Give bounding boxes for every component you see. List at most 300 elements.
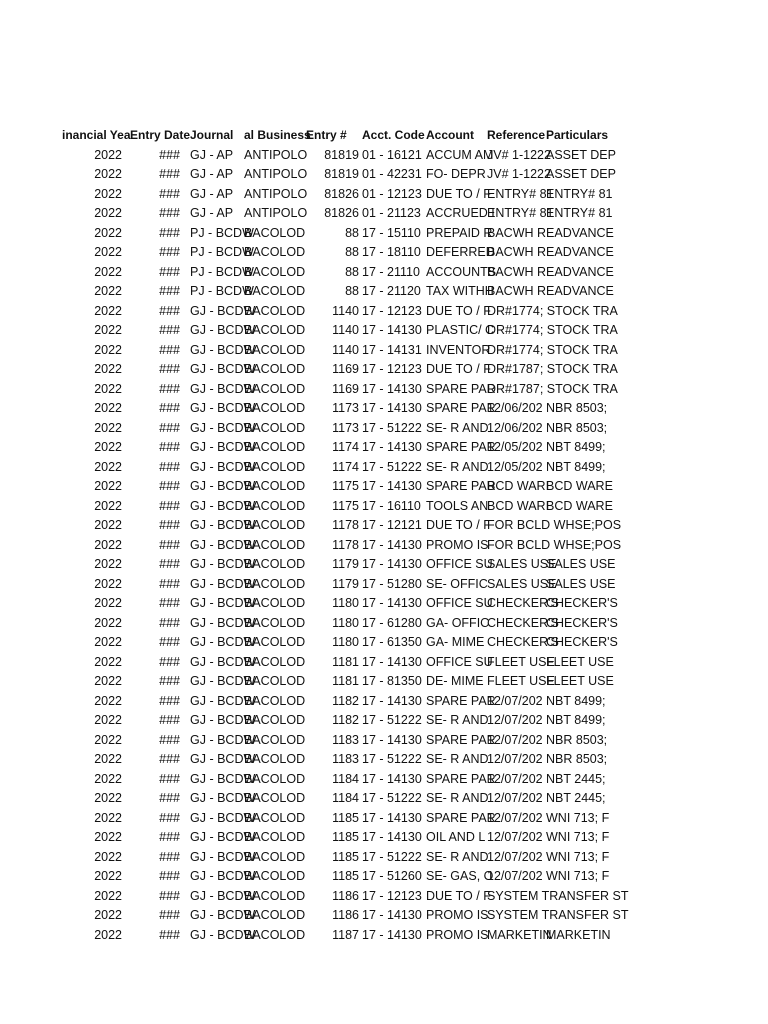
financial-year-cell[interactable]: 2022 bbox=[94, 713, 122, 727]
acct-code-cell[interactable]: 17 - 21120 bbox=[362, 284, 421, 298]
business-unit-cell[interactable]: BACOLOD bbox=[244, 264, 306, 279]
journal-cell[interactable]: GJ - BCDW bbox=[190, 713, 256, 727]
entry-number-cell[interactable]: 1169 bbox=[332, 381, 359, 396]
particulars-cell[interactable]: FLEET USE bbox=[546, 654, 614, 669]
account-cell[interactable]: PROMO IS bbox=[426, 537, 489, 552]
entry-date-cell[interactable]: ### bbox=[159, 362, 180, 376]
financial-year-cell[interactable]: 2022 bbox=[94, 576, 122, 591]
journal-cell[interactable]: GJ - BCDW bbox=[190, 615, 256, 630]
account-cell[interactable]: PROMO IS bbox=[426, 908, 489, 922]
acct-code-cell[interactable]: 17 - 14130 bbox=[362, 596, 422, 610]
financial-year-cell[interactable]: 2022 bbox=[94, 693, 122, 708]
entry-date-cell[interactable]: ### bbox=[159, 888, 180, 903]
financial-year-cell[interactable]: 2022 bbox=[94, 810, 122, 825]
entry-date-cell[interactable]: ### bbox=[159, 927, 180, 942]
business-unit-cell[interactable]: BACOLOD bbox=[244, 303, 306, 318]
reference-cell[interactable]: 12/07/202 bbox=[487, 791, 543, 805]
particulars-cell[interactable] bbox=[546, 380, 606, 400]
entry-number-cell[interactable]: 1185 bbox=[332, 869, 359, 883]
journal-cell[interactable]: GJ - BCDW bbox=[190, 888, 256, 903]
entry-number-cell[interactable]: 1178 bbox=[332, 518, 359, 532]
header-acct-code[interactable]: Acct. Code bbox=[362, 128, 425, 142]
journal-cell[interactable]: GJ - BCDW bbox=[190, 440, 256, 454]
reference-cell[interactable]: BCD WARI bbox=[487, 479, 550, 493]
journal-cell[interactable]: GJ - BCDW bbox=[190, 830, 256, 844]
business-unit-cell[interactable]: BACOLOD bbox=[244, 830, 306, 844]
business-unit-cell[interactable]: BACOLOD bbox=[244, 245, 306, 259]
reference-cell[interactable]: 12/06/202 bbox=[487, 420, 543, 435]
journal-cell[interactable]: PJ - BCDW bbox=[190, 225, 254, 240]
reference-cell[interactable]: 12/06/202 bbox=[487, 401, 543, 415]
account-cell[interactable]: DUE TO / F bbox=[426, 888, 491, 903]
financial-year-cell[interactable]: 2022 bbox=[94, 342, 122, 357]
acct-code-cell[interactable]: 17 - 81350 bbox=[362, 674, 422, 688]
account-cell[interactable]: FO- DEPR bbox=[426, 167, 486, 181]
particulars-cell[interactable] bbox=[546, 906, 606, 926]
account-cell[interactable]: SE- OFFIC bbox=[426, 576, 488, 591]
account-cell[interactable]: ACCOUNTS bbox=[426, 264, 497, 279]
reference-cell[interactable]: BACWH READVANCE bbox=[487, 284, 614, 298]
header-financial-year[interactable]: inancial Yea bbox=[62, 128, 131, 142]
account-cell[interactable]: SPARE PAR bbox=[426, 381, 496, 396]
reference-cell[interactable]: BACWH READVANCE bbox=[487, 264, 614, 279]
entry-number-cell[interactable]: 1174 bbox=[332, 440, 359, 454]
account-cell[interactable]: DUE TO / F bbox=[426, 303, 491, 318]
entry-number-cell[interactable]: 1185 bbox=[332, 830, 359, 844]
entry-date-cell[interactable]: ### bbox=[159, 869, 180, 883]
journal-cell[interactable]: PJ - BCDW bbox=[190, 245, 254, 259]
financial-year-cell[interactable]: 2022 bbox=[94, 596, 122, 610]
journal-cell[interactable]: GJ - BCDW bbox=[190, 381, 256, 396]
journal-cell[interactable]: GJ - BCDW bbox=[190, 420, 256, 435]
entry-number-cell[interactable]: 1181 bbox=[332, 674, 359, 688]
entry-date-cell[interactable]: ### bbox=[159, 791, 180, 805]
reference-cell[interactable]: JV# 1-1222 bbox=[487, 147, 551, 162]
entry-date-cell[interactable]: ### bbox=[159, 420, 180, 435]
entry-number-cell[interactable]: 1185 bbox=[332, 849, 359, 864]
entry-number-cell[interactable]: 1181 bbox=[332, 654, 359, 669]
particulars-cell[interactable]: NBR 8503; bbox=[546, 420, 608, 435]
financial-year-cell[interactable]: 2022 bbox=[94, 206, 122, 220]
reference-cell[interactable]: CHECKER'S bbox=[487, 596, 559, 610]
acct-code-cell[interactable]: 17 - 14130 bbox=[362, 830, 422, 844]
entry-date-cell[interactable]: ### bbox=[159, 576, 180, 591]
particulars-cell[interactable]: ASSET DEP bbox=[546, 147, 616, 162]
entry-number-cell[interactable]: 1140 bbox=[332, 303, 359, 318]
entry-date-cell[interactable]: ### bbox=[159, 537, 180, 552]
entry-number-cell[interactable]: 81819 bbox=[324, 147, 359, 162]
acct-code-cell[interactable]: 17 - 14130 bbox=[362, 654, 422, 669]
account-cell[interactable]: SE- R AND bbox=[426, 849, 489, 864]
entry-date-cell[interactable]: ### bbox=[159, 147, 180, 162]
particulars-cell[interactable]: SALES USE bbox=[546, 576, 616, 591]
entry-date-cell[interactable]: ### bbox=[159, 693, 180, 708]
reference-cell[interactable]: CHECKER'S bbox=[487, 615, 559, 630]
journal-cell[interactable]: GJ - AP bbox=[190, 186, 234, 201]
journal-cell[interactable]: GJ - BCDW bbox=[190, 537, 256, 552]
reference-cell[interactable]: 12/07/202 bbox=[487, 693, 543, 708]
particulars-cell[interactable]: WNI 713; F bbox=[546, 849, 610, 864]
business-unit-cell[interactable]: BACOLOD bbox=[244, 362, 306, 376]
account-cell[interactable]: ACCRUED I bbox=[426, 206, 495, 220]
entry-number-cell[interactable]: 1180 bbox=[332, 596, 359, 610]
financial-year-cell[interactable]: 2022 bbox=[94, 635, 122, 649]
reference-cell[interactable]: 12/07/202 bbox=[487, 732, 543, 747]
particulars-cell[interactable]: NBT 8499; bbox=[546, 693, 606, 708]
business-unit-cell[interactable]: BACOLOD bbox=[244, 225, 306, 240]
business-unit-cell[interactable]: BACOLOD bbox=[244, 557, 306, 571]
financial-year-cell[interactable]: 2022 bbox=[94, 401, 122, 415]
account-cell[interactable]: SPARE PAR bbox=[426, 810, 496, 825]
account-cell[interactable]: PREPAID R bbox=[426, 225, 493, 240]
entry-date-cell[interactable]: ### bbox=[159, 654, 180, 669]
account-cell[interactable]: SPARE PAR bbox=[426, 440, 496, 454]
journal-cell[interactable]: GJ - BCDW bbox=[190, 927, 256, 942]
financial-year-cell[interactable]: 2022 bbox=[94, 264, 122, 279]
acct-code-cell[interactable]: 17 - 14130 bbox=[362, 479, 422, 493]
journal-cell[interactable]: GJ - BCDW bbox=[190, 654, 256, 669]
entry-date-cell[interactable]: ### bbox=[159, 596, 180, 610]
journal-cell[interactable]: GJ - AP bbox=[190, 206, 234, 220]
entry-number-cell[interactable]: 88 bbox=[345, 245, 359, 259]
journal-cell[interactable]: GJ - BCDW bbox=[190, 498, 256, 513]
entry-date-cell[interactable]: ### bbox=[159, 908, 180, 922]
header-entry-date[interactable]: Entry Date bbox=[130, 128, 191, 142]
entry-number-cell[interactable]: 1180 bbox=[332, 635, 359, 649]
financial-year-cell[interactable]: 2022 bbox=[94, 869, 122, 883]
financial-year-cell[interactable]: 2022 bbox=[94, 927, 122, 942]
entry-date-cell[interactable]: ### bbox=[159, 401, 180, 415]
reference-cell[interactable]: SALES USE bbox=[487, 557, 557, 571]
entry-number-cell[interactable]: 1169 bbox=[332, 362, 359, 376]
financial-year-cell[interactable]: 2022 bbox=[94, 557, 122, 571]
particulars-cell[interactable]: NBR 8503; bbox=[546, 732, 608, 747]
entry-number-cell[interactable]: 1175 bbox=[332, 498, 359, 513]
reference-cell[interactable]: 12/07/202 bbox=[487, 713, 543, 727]
reference-cell[interactable]: BACWH READVANCE bbox=[487, 225, 614, 240]
particulars-cell[interactable]: NBT 8499; bbox=[546, 440, 606, 454]
business-unit-cell[interactable]: BACOLOD bbox=[244, 791, 306, 805]
particulars-cell[interactable]: NBT 2445; bbox=[546, 771, 606, 786]
business-unit-cell[interactable]: BACOLOD bbox=[244, 888, 306, 903]
financial-year-cell[interactable]: 2022 bbox=[94, 849, 122, 864]
business-unit-cell[interactable]: BACOLOD bbox=[244, 440, 306, 454]
entry-number-cell[interactable]: 1184 bbox=[332, 791, 359, 805]
account-cell[interactable]: OFFICE SU bbox=[426, 557, 493, 571]
journal-cell[interactable]: GJ - BCDW bbox=[190, 576, 256, 591]
journal-cell[interactable]: GJ - BCDW bbox=[190, 479, 256, 493]
entry-number-cell[interactable]: 81826 bbox=[324, 206, 359, 220]
business-unit-cell[interactable]: BACOLOD bbox=[244, 810, 306, 825]
account-cell[interactable]: PLASTIC/ C bbox=[426, 323, 495, 337]
journal-cell[interactable]: GJ - BCDW bbox=[190, 518, 256, 532]
entry-number-cell[interactable]: 1179 bbox=[332, 576, 359, 591]
entry-date-cell[interactable]: ### bbox=[159, 518, 180, 532]
entry-date-cell[interactable]: ### bbox=[159, 830, 180, 844]
financial-year-cell[interactable]: 2022 bbox=[94, 303, 122, 318]
entry-number-cell[interactable]: 1140 bbox=[332, 323, 359, 337]
account-cell[interactable]: TOOLS AN bbox=[426, 498, 489, 513]
entry-number-cell[interactable]: 1186 bbox=[332, 888, 359, 903]
financial-year-cell[interactable]: 2022 bbox=[94, 615, 122, 630]
entry-number-cell[interactable]: 1186 bbox=[332, 908, 359, 922]
acct-code-cell[interactable]: 17 - 16110 bbox=[362, 498, 421, 513]
acct-code-cell[interactable]: 17 - 51222 bbox=[362, 420, 422, 435]
reference-cell[interactable]: 12/07/202 bbox=[487, 849, 543, 864]
account-cell[interactable]: SE- GAS, O bbox=[426, 869, 494, 883]
journal-cell[interactable]: GJ - BCDW bbox=[190, 752, 256, 766]
reference-cell[interactable]: 12/07/202 bbox=[487, 869, 543, 883]
account-cell[interactable]: GA- MIME bbox=[426, 635, 485, 649]
account-cell[interactable]: SPARE PAR bbox=[426, 771, 496, 786]
acct-code-cell[interactable]: 17 - 21110 bbox=[362, 264, 420, 279]
journal-cell[interactable]: GJ - BCDW bbox=[190, 771, 256, 786]
acct-code-cell[interactable]: 17 - 14130 bbox=[362, 440, 422, 454]
account-cell[interactable]: DUE TO / F bbox=[426, 518, 491, 532]
acct-code-cell[interactable]: 17 - 18110 bbox=[362, 245, 421, 259]
particulars-cell[interactable]: SALES USE bbox=[546, 557, 616, 571]
journal-cell[interactable]: GJ - BCDW bbox=[190, 732, 256, 747]
financial-year-cell[interactable]: 2022 bbox=[94, 381, 122, 396]
financial-year-cell[interactable]: 2022 bbox=[94, 479, 122, 493]
acct-code-cell[interactable]: 17 - 51222 bbox=[362, 459, 422, 474]
account-cell[interactable]: OFFICE SU bbox=[426, 596, 493, 610]
particulars-cell[interactable]: CHECKER'S bbox=[546, 596, 618, 610]
acct-code-cell[interactable]: 17 - 12123 bbox=[362, 888, 422, 903]
reference-cell[interactable]: CHECKER'S bbox=[487, 635, 559, 649]
business-unit-cell[interactable]: BACOLOD bbox=[244, 518, 306, 532]
entry-date-cell[interactable]: ### bbox=[159, 615, 180, 630]
financial-year-cell[interactable]: 2022 bbox=[94, 147, 122, 162]
financial-year-cell[interactable]: 2022 bbox=[94, 362, 122, 376]
business-unit-cell[interactable]: BACOLOD bbox=[244, 401, 306, 415]
reference-cell[interactable]: SYSTEM TRANSFER ST bbox=[487, 908, 629, 922]
financial-year-cell[interactable]: 2022 bbox=[94, 752, 122, 766]
reference-cell[interactable]: FOR BCLD WHSE;POS bbox=[487, 537, 622, 552]
business-unit-cell[interactable]: BACOLOD bbox=[244, 498, 306, 513]
financial-year-cell[interactable]: 2022 bbox=[94, 518, 122, 532]
journal-cell[interactable]: GJ - BCDW bbox=[190, 362, 256, 376]
particulars-cell[interactable]: WNI 713; F bbox=[546, 830, 610, 844]
reference-cell[interactable]: 12/07/202 bbox=[487, 830, 543, 844]
entry-number-cell[interactable]: 1179 bbox=[332, 557, 359, 571]
entry-date-cell[interactable]: ### bbox=[159, 284, 180, 298]
business-unit-cell[interactable]: ANTIPOLO bbox=[244, 186, 308, 201]
entry-date-cell[interactable]: ### bbox=[159, 810, 180, 825]
acct-code-cell[interactable]: 17 - 14130 bbox=[362, 401, 422, 415]
financial-year-cell[interactable]: 2022 bbox=[94, 459, 122, 474]
header-account[interactable]: Account bbox=[426, 128, 474, 142]
entry-number-cell[interactable]: 1187 bbox=[332, 927, 359, 942]
particulars-cell[interactable] bbox=[546, 887, 606, 907]
journal-cell[interactable]: PJ - BCDW bbox=[190, 264, 254, 279]
entry-date-cell[interactable]: ### bbox=[159, 440, 180, 454]
entry-number-cell[interactable]: 88 bbox=[345, 264, 359, 279]
acct-code-cell[interactable]: 17 - 14130 bbox=[362, 557, 422, 571]
reference-cell[interactable]: SYSTEM TRANSFER ST bbox=[487, 888, 629, 903]
account-cell[interactable]: PROMO IS bbox=[426, 927, 489, 942]
entry-date-cell[interactable]: ### bbox=[159, 479, 180, 493]
reference-cell[interactable]: 12/07/202 bbox=[487, 810, 543, 825]
acct-code-cell[interactable]: 17 - 12123 bbox=[362, 362, 422, 376]
account-cell[interactable]: SPARE PAR bbox=[426, 479, 496, 493]
particulars-cell[interactable]: CHECKER'S bbox=[546, 635, 618, 649]
entry-date-cell[interactable]: ### bbox=[159, 323, 180, 337]
account-cell[interactable]: DUE TO / F bbox=[426, 186, 491, 201]
acct-code-cell[interactable]: 17 - 51222 bbox=[362, 713, 422, 727]
entry-date-cell[interactable]: ### bbox=[159, 752, 180, 766]
acct-code-cell[interactable]: 17 - 14130 bbox=[362, 693, 422, 708]
entry-number-cell[interactable]: 1174 bbox=[332, 459, 359, 474]
entry-number-cell[interactable]: 1173 bbox=[332, 401, 359, 415]
header-entry-number[interactable]: Entry # bbox=[306, 128, 347, 142]
particulars-cell[interactable] bbox=[546, 341, 606, 361]
journal-cell[interactable]: GJ - BCDW bbox=[190, 674, 256, 688]
particulars-cell[interactable]: ASSET DEP bbox=[546, 167, 616, 181]
particulars-cell[interactable]: MARKETIN bbox=[546, 927, 611, 942]
entry-date-cell[interactable]: ### bbox=[159, 732, 180, 747]
business-unit-cell[interactable]: BACOLOD bbox=[244, 713, 306, 727]
entry-date-cell[interactable]: ### bbox=[159, 303, 180, 318]
acct-code-cell[interactable]: 17 - 14131 bbox=[362, 342, 422, 357]
particulars-cell[interactable]: CHECKER'S bbox=[546, 615, 618, 630]
reference-cell[interactable]: FLEET USE bbox=[487, 654, 555, 669]
business-unit-cell[interactable]: BACOLOD bbox=[244, 537, 306, 552]
entry-date-cell[interactable]: ### bbox=[159, 186, 180, 201]
business-unit-cell[interactable]: BACOLOD bbox=[244, 479, 306, 493]
business-unit-cell[interactable]: BACOLOD bbox=[244, 635, 306, 649]
entry-number-cell[interactable]: 1182 bbox=[332, 693, 359, 708]
business-unit-cell[interactable]: BACOLOD bbox=[244, 420, 306, 435]
journal-cell[interactable]: GJ - BCDW bbox=[190, 791, 256, 805]
particulars-cell[interactable] bbox=[546, 360, 606, 380]
acct-code-cell[interactable]: 17 - 14130 bbox=[362, 537, 422, 552]
acct-code-cell[interactable]: 17 - 12123 bbox=[362, 303, 422, 318]
journal-cell[interactable]: GJ - BCDW bbox=[190, 459, 256, 474]
journal-cell[interactable]: GJ - BCDW bbox=[190, 869, 256, 883]
acct-code-cell[interactable]: 17 - 12121 bbox=[362, 518, 422, 532]
particulars-cell[interactable]: ENTRY# 81 bbox=[546, 186, 613, 201]
reference-cell[interactable]: MARKETIN bbox=[487, 927, 552, 942]
particulars-cell[interactable] bbox=[546, 321, 606, 341]
account-cell[interactable]: SPARE PAR bbox=[426, 732, 496, 747]
particulars-cell[interactable]: WNI 713; F bbox=[546, 869, 610, 883]
business-unit-cell[interactable]: BACOLOD bbox=[244, 693, 306, 708]
acct-code-cell[interactable]: 17 - 51222 bbox=[362, 849, 422, 864]
journal-cell[interactable]: GJ - BCDW bbox=[190, 693, 256, 708]
entry-number-cell[interactable]: 81826 bbox=[324, 186, 359, 201]
journal-cell[interactable]: GJ - BCDW bbox=[190, 810, 256, 825]
journal-cell[interactable]: GJ - BCDW bbox=[190, 323, 256, 337]
business-unit-cell[interactable]: ANTIPOLO bbox=[244, 206, 308, 220]
reference-cell[interactable]: BACWH READVANCE bbox=[487, 245, 614, 259]
entry-date-cell[interactable]: ### bbox=[159, 342, 180, 357]
acct-code-cell[interactable]: 17 - 15110 bbox=[362, 225, 421, 240]
reference-cell[interactable]: 12/07/202 bbox=[487, 752, 543, 766]
business-unit-cell[interactable]: BACOLOD bbox=[244, 654, 306, 669]
financial-year-cell[interactable]: 2022 bbox=[94, 498, 122, 513]
acct-code-cell[interactable]: 01 - 42231 bbox=[362, 167, 422, 181]
particulars-cell[interactable]: NBT 2445; bbox=[546, 791, 606, 805]
business-unit-cell[interactable]: BACOLOD bbox=[244, 615, 306, 630]
acct-code-cell[interactable]: 01 - 21123 bbox=[362, 206, 421, 220]
account-cell[interactable]: SE- R AND bbox=[426, 752, 489, 766]
entry-date-cell[interactable]: ### bbox=[159, 713, 180, 727]
financial-year-cell[interactable]: 2022 bbox=[94, 888, 122, 903]
acct-code-cell[interactable]: 01 - 16121 bbox=[362, 147, 422, 162]
particulars-cell[interactable]: ENTRY# 81 bbox=[546, 206, 613, 220]
business-unit-cell[interactable]: BACOLOD bbox=[244, 869, 306, 883]
particulars-cell[interactable]: NBT 8499; bbox=[546, 459, 606, 474]
particulars-cell[interactable]: NBR 8503; bbox=[546, 752, 608, 766]
financial-year-cell[interactable]: 2022 bbox=[94, 420, 122, 435]
business-unit-cell[interactable]: BACOLOD bbox=[244, 342, 306, 357]
journal-cell[interactable]: PJ - BCDW bbox=[190, 284, 254, 298]
reference-cell[interactable]: SALES USE bbox=[487, 576, 557, 591]
account-cell[interactable]: SPARE PAR bbox=[426, 693, 496, 708]
particulars-cell[interactable] bbox=[546, 536, 606, 556]
entry-date-cell[interactable]: ### bbox=[159, 459, 180, 474]
account-cell[interactable]: OFFICE SU bbox=[426, 654, 493, 669]
account-cell[interactable]: TAX WITHH bbox=[426, 284, 494, 298]
entry-number-cell[interactable]: 1182 bbox=[332, 713, 359, 727]
reference-cell[interactable]: DR#1787; STOCK TRA bbox=[487, 362, 618, 376]
acct-code-cell[interactable]: 17 - 14130 bbox=[362, 732, 422, 747]
account-cell[interactable]: SE- R AND bbox=[426, 713, 489, 727]
entry-date-cell[interactable]: ### bbox=[159, 245, 180, 259]
acct-code-cell[interactable]: 17 - 61350 bbox=[362, 635, 422, 649]
acct-code-cell[interactable]: 17 - 14130 bbox=[362, 810, 422, 825]
acct-code-cell[interactable]: 17 - 14130 bbox=[362, 381, 422, 396]
financial-year-cell[interactable]: 2022 bbox=[94, 245, 122, 259]
financial-year-cell[interactable]: 2022 bbox=[94, 440, 122, 454]
account-cell[interactable]: INVENTOR bbox=[426, 342, 491, 357]
particulars-cell[interactable]: WNI 713; F bbox=[546, 810, 610, 825]
business-unit-cell[interactable]: BACOLOD bbox=[244, 752, 306, 766]
account-cell[interactable]: DUE TO / F bbox=[426, 362, 491, 376]
particulars-cell[interactable] bbox=[546, 224, 606, 244]
reference-cell[interactable]: FLEET USE bbox=[487, 674, 555, 688]
financial-year-cell[interactable]: 2022 bbox=[94, 732, 122, 747]
particulars-cell[interactable] bbox=[546, 302, 606, 322]
entry-number-cell[interactable]: 1183 bbox=[332, 752, 359, 766]
business-unit-cell[interactable]: BACOLOD bbox=[244, 381, 306, 396]
reference-cell[interactable]: 12/05/202 bbox=[487, 440, 543, 454]
acct-code-cell[interactable]: 17 - 61280 bbox=[362, 615, 422, 630]
acct-code-cell[interactable]: 17 - 14130 bbox=[362, 927, 422, 942]
business-unit-cell[interactable]: BACOLOD bbox=[244, 849, 306, 864]
particulars-cell[interactable] bbox=[546, 282, 606, 302]
entry-date-cell[interactable]: ### bbox=[159, 264, 180, 279]
journal-cell[interactable]: GJ - AP bbox=[190, 147, 234, 162]
business-unit-cell[interactable]: BACOLOD bbox=[244, 927, 306, 942]
entry-date-cell[interactable]: ### bbox=[159, 674, 180, 688]
business-unit-cell[interactable]: BACOLOD bbox=[244, 908, 306, 922]
particulars-cell[interactable] bbox=[546, 263, 606, 283]
entry-number-cell[interactable]: 81819 bbox=[324, 167, 359, 181]
particulars-cell[interactable]: NBT 8499; bbox=[546, 713, 606, 727]
entry-number-cell[interactable]: 88 bbox=[345, 225, 359, 240]
particulars-cell[interactable]: NBR 8503; bbox=[546, 401, 608, 415]
financial-year-cell[interactable]: 2022 bbox=[94, 654, 122, 669]
particulars-cell[interactable]: BCD WARE bbox=[546, 479, 613, 493]
entry-number-cell[interactable]: 1180 bbox=[332, 615, 359, 630]
reference-cell[interactable]: 12/07/202 bbox=[487, 771, 543, 786]
reference-cell[interactable]: JV# 1-1222 bbox=[487, 167, 551, 181]
financial-year-cell[interactable]: 2022 bbox=[94, 225, 122, 240]
journal-cell[interactable]: GJ - BCDW bbox=[190, 849, 256, 864]
entry-number-cell[interactable]: 88 bbox=[345, 284, 359, 298]
